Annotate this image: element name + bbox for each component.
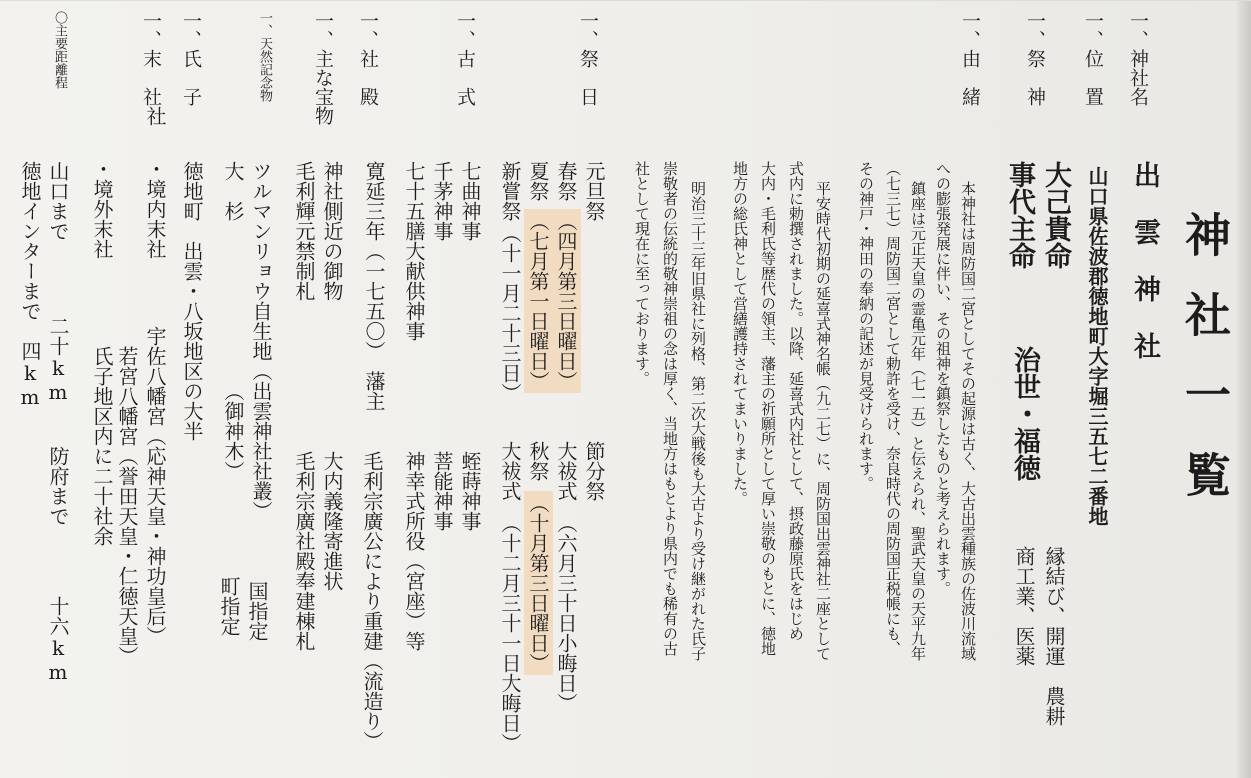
buildings-line-1: 寛延三年（一七五〇） 藩主 — [362, 161, 386, 411]
history-line-10: 明治三十三年旧県社に列格、第二次大戦後も大古より受け継がれた氏子 — [689, 181, 707, 661]
treasure-3: 大内義隆寄進状 — [320, 451, 344, 591]
festival-setsubun: 節分祭 — [582, 441, 606, 501]
history-line-6: 平安時代初期の延喜式神名帳（九二七）に、周防国出雲神社二座として — [814, 181, 832, 661]
festival-oharae-summer: 大祓式 — [554, 441, 578, 501]
label-natural-monument: 一、天然記念物 — [257, 11, 272, 102]
distance-hofu-km: 十六km — [46, 596, 70, 684]
history-line-8: 大内・毛利氏等歴代の領主、藩主の祈願所として厚い崇敬のもとに、徳地 — [759, 161, 777, 656]
history-line-4: （七三七）周防国二宮として勅許を受け、奈良時代の周防国正税帳にも、 — [884, 161, 902, 656]
ancient-rite-4: 蛭蒔神事 — [458, 451, 482, 531]
label-sub-shrines: 一、末 社 — [140, 11, 162, 106]
deity-god-1: 大己貴命 — [1040, 161, 1071, 269]
festival-spring: 春祭 — [554, 161, 578, 201]
deity-blessing-2: 商工業、医薬 — [1012, 546, 1036, 666]
festival-harvest-date: （十一月二十三日） — [498, 223, 522, 403]
deity-god-2: 事代主命 — [1004, 161, 1035, 269]
parishioners-value: 徳地町 出雲・八坂地区の大半 — [180, 161, 204, 441]
distance-yamaguchi-label: 山口まで — [46, 161, 70, 241]
ancient-rite-2: 千茅神事 — [430, 161, 454, 241]
natural-2-designation: 町指定 — [217, 576, 241, 636]
history-line-7: 式内に勅撰されました。以降、延喜式内社として、摂政藤原氏をはじめ — [787, 161, 805, 641]
festival-oharae-winter-date: （十二月三十一日大晦日） — [498, 513, 522, 753]
treasure-4: 毛利宗廣社殿奉建棟札 — [292, 451, 316, 651]
deity-blessing-1: 縁結び、開運 農耕 — [1042, 546, 1066, 726]
sub-shrine-extra-label: 社 — [143, 106, 167, 126]
sub-shrine-inner-2: 若宮八幡宮（誉田天皇・仁徳天皇） — [115, 346, 139, 666]
festival-summer-date: （七月第一日曜日） — [524, 209, 553, 393]
history-line-9: 地方の総氏神として営繕護持されてまいりました。 — [731, 161, 749, 506]
label-ancient: 一、古 式 — [454, 11, 476, 106]
festival-spring-date: （四月第三日曜日） — [552, 209, 581, 393]
label-treasures: 一、主な宝物 — [312, 11, 334, 125]
distance-interchange-label: 徳地インターまで — [18, 161, 42, 321]
festival-autumn: 秋祭 — [526, 441, 550, 481]
natural-1-designation: 国指定 — [245, 581, 269, 641]
label-deity: 一、祭 神 — [1024, 11, 1046, 106]
treasure-1: 神社側近の御物 — [320, 161, 344, 301]
ancient-rite-5: 菩能神事 — [430, 451, 454, 531]
ancient-rite-3: 七十五膳大献供神事 — [402, 161, 426, 341]
festival-oharae-summer-date: （六月三十日小晦日） — [554, 513, 578, 713]
history-line-3: 鎮座は元正天皇の霊亀元年（七一五）と伝えられ、聖武天皇の天平九年 — [909, 181, 927, 661]
festival-harvest: 新嘗祭 — [498, 161, 522, 221]
natural-2-note: （御神木） — [221, 381, 245, 481]
festival-summer: 夏祭 — [526, 161, 550, 201]
treasure-2: 毛利輝元禁制札 — [292, 161, 316, 301]
festival-oharae-winter: 大祓式 — [498, 441, 522, 501]
location-value: 山口県佐波郡徳地町大字堀三五七二番地 — [1085, 166, 1109, 526]
festival-autumn-date: （十月第三日曜日） — [524, 491, 553, 675]
history-line-12: 社として現在に至っております。 — [633, 161, 651, 386]
distance-hofu-label: 防府まで — [46, 446, 70, 526]
label-shrine-name: 一、神社名 — [1127, 11, 1149, 106]
sub-shrine-outer-value: 氏子地区内に二十社余 — [90, 346, 114, 546]
distance-yamaguchi-km: 二十km — [46, 316, 70, 404]
buildings-line-2: 毛利宗廣公により重建（流造り） — [360, 451, 384, 751]
label-location: 一、位 置 — [1082, 11, 1104, 106]
label-buildings: 一、社 殿 — [357, 11, 379, 106]
sub-shrine-inner-1: 宇佐八幡宮（応神天皇・神功皇后） — [143, 326, 167, 646]
natural-2: 大 杉 — [221, 161, 245, 221]
sub-shrine-inner-label: ・境内末社 — [143, 159, 167, 259]
page-title: 神社一覧 — [1178, 211, 1232, 531]
ancient-rite-6: 神幸式所役（宮座）等 — [402, 451, 426, 651]
sub-shrine-outer-label: ・境外末社 — [90, 159, 114, 259]
label-festival: 一、祭 日 — [577, 11, 599, 106]
history-line-5: その神戸・神田の奉納の記述が見受けられます。 — [857, 161, 875, 491]
history-line-2: への膨張発展に伴い、その祖神を鎮祭したものと考えられます。 — [934, 161, 952, 596]
label-distance: 〇主要距離程 — [52, 11, 67, 89]
natural-1: ツルマンリョウ自生地（出雲神社社叢） — [249, 161, 273, 521]
label-history: 一、由 緒 — [959, 11, 981, 106]
distance-interchange-km: 四km — [18, 341, 42, 409]
history-line-11: 崇敬者の伝統的敬神崇祖の念は厚く、当地方はもとより県内でも稀有の古 — [661, 161, 679, 656]
deity-virtue: 治世・福徳 — [1009, 346, 1040, 481]
label-parishioners: 一、氏 子 — [180, 11, 202, 106]
history-line-1: 本神社は周防国二宮としてその起源は古く、大古出雲種族の佐波川流域 — [959, 181, 977, 661]
festival-new-year: 元旦祭 — [582, 161, 606, 221]
ancient-rite-1: 七曲神事 — [458, 161, 482, 241]
shrine-name-value: 出雲神社 — [1129, 161, 1160, 389]
